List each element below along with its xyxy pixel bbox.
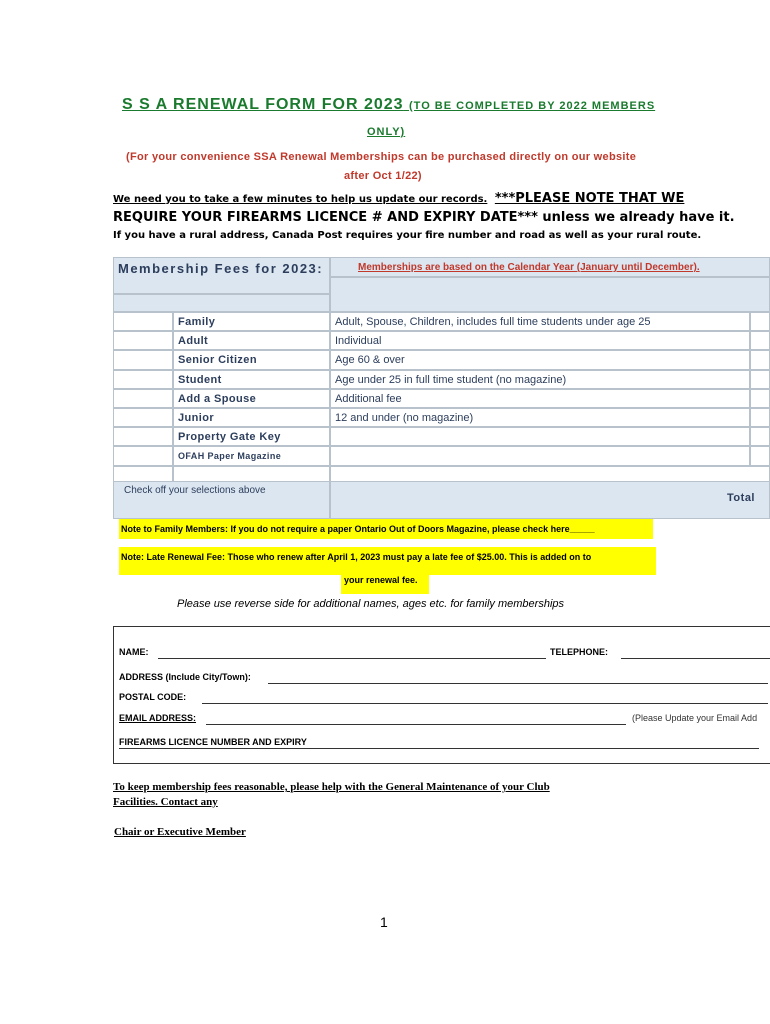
fee-row-amount-cell (750, 370, 770, 389)
fee-row-amount-cell (750, 446, 770, 465)
footer-line3: Chair or Executive Member (114, 826, 246, 838)
calendar-note: Memberships are based on the Calendar Year (January until December). (358, 262, 700, 273)
page-number: 1 (380, 914, 388, 930)
email-field[interactable] (206, 724, 626, 725)
fee-row-desc (330, 427, 750, 446)
firearms-label: FIREARMS LICENCE NUMBER AND EXPIRY (119, 737, 307, 747)
fee-row-desc: Age 60 & over (330, 350, 750, 369)
fee-row-empty (330, 466, 770, 482)
fee-row-empty (173, 466, 330, 482)
form-title-cont: ONLY) (367, 126, 406, 138)
fee-row-desc: Individual (330, 331, 750, 350)
fee-row-label: Senior Citizen (173, 350, 330, 369)
fee-row-label: Student (173, 370, 330, 389)
telephone-field[interactable] (621, 658, 770, 659)
name-field[interactable] (158, 658, 546, 659)
form-title: S S A RENEWAL FORM FOR 2023 (TO BE COMPLETED BY 2022 MEMBERS (122, 96, 656, 113)
intro-line1: We need you to take a few minutes to help us update our records. ***PLEASE NOTE THAT WE (113, 191, 685, 206)
fee-row-amount-cell (750, 331, 770, 350)
address-field[interactable] (268, 683, 768, 684)
fee-row-desc (330, 446, 750, 465)
fee-row-label: Family (173, 312, 330, 331)
fee-row-desc: 12 and under (no magazine) (330, 408, 750, 427)
footer-line2: Facilities. Contact any (113, 796, 218, 808)
convenience-note-line2: after Oct 1/22) (344, 170, 422, 182)
fee-row-check-cell[interactable] (113, 350, 173, 369)
family-note: Note to Family Members: If you do not require a paper Ontario Out of Doors Magazine, please check here_____ (119, 519, 653, 539)
fee-row-check-cell[interactable] (113, 312, 173, 331)
telephone-label: TELEPHONE: (550, 647, 609, 657)
late-fee-note-line1: Note: Late Renewal Fee: Those who renew after April 1, 2023 must pay a late fee of $25.00. This is added on to (119, 547, 656, 575)
address-label: ADDRESS (Include City/Town): (119, 672, 251, 682)
firearms-field[interactable] (119, 748, 759, 749)
convenience-note-line1: (For your convenience SSA Renewal Memberships can be purchased directly on our website (126, 151, 637, 163)
fee-row-check-cell[interactable] (113, 408, 173, 427)
total-cell (330, 481, 770, 519)
check-off-cell (113, 481, 330, 519)
intro-line3: If you have a rural address, Canada Post requires your fire number and road as well as your rural route. (113, 230, 702, 241)
fee-row-desc: Age under 25 in full time student (no magazine) (330, 370, 750, 389)
membership-fees-table (113, 257, 770, 519)
fee-row-check-cell[interactable] (113, 331, 173, 350)
check-off-text: Check off your selections above (124, 485, 266, 496)
intro-line2: REQUIRE YOUR FIREARMS LICENCE # AND EXPIRY DATE*** unless we already have it. (113, 210, 735, 225)
email-label: EMAIL ADDRESS: (119, 713, 197, 723)
fee-row-amount-cell (750, 350, 770, 369)
email-update-note: (Please Update your Email Add (632, 713, 758, 723)
fee-row-amount-cell (750, 312, 770, 331)
fee-row-label: Add a Spouse (173, 389, 330, 408)
fee-row-empty (113, 466, 173, 482)
fee-row-label: Adult (173, 331, 330, 350)
postal-code-label: POSTAL CODE: (119, 692, 187, 702)
fee-row-check-cell[interactable] (113, 446, 173, 465)
fee-row-amount-cell (750, 408, 770, 427)
fees-heading-cell (113, 257, 330, 294)
name-label: NAME: (119, 647, 149, 657)
fee-row-check-cell[interactable] (113, 389, 173, 408)
fee-row-desc: Additional fee (330, 389, 750, 408)
fee-row-check-cell[interactable] (113, 370, 173, 389)
fee-row-label: Junior (173, 408, 330, 427)
total-label: Total (727, 492, 755, 504)
calendar-note-cell (330, 257, 770, 277)
late-fee-note-line2: your renewal fee. (341, 570, 429, 594)
fee-row-amount-cell (750, 427, 770, 446)
postal-code-field[interactable] (202, 703, 768, 704)
reverse-side-note: Please use reverse side for additional names, ages etc. for family memberships (177, 598, 565, 610)
fee-row-desc: Adult, Spouse, Children, includes full time students under age 25 (330, 312, 750, 331)
fee-row-amount-cell (750, 389, 770, 408)
footer-line1: To keep membership fees reasonable, please help with the General Maintenance of your Club (113, 781, 550, 793)
fee-row-check-cell[interactable] (113, 427, 173, 446)
fee-row-label: Property Gate Key (173, 427, 330, 446)
fees-heading: Membership Fees for 2023: (118, 261, 324, 276)
fee-row-label: OFAH Paper Magazine (173, 446, 330, 465)
